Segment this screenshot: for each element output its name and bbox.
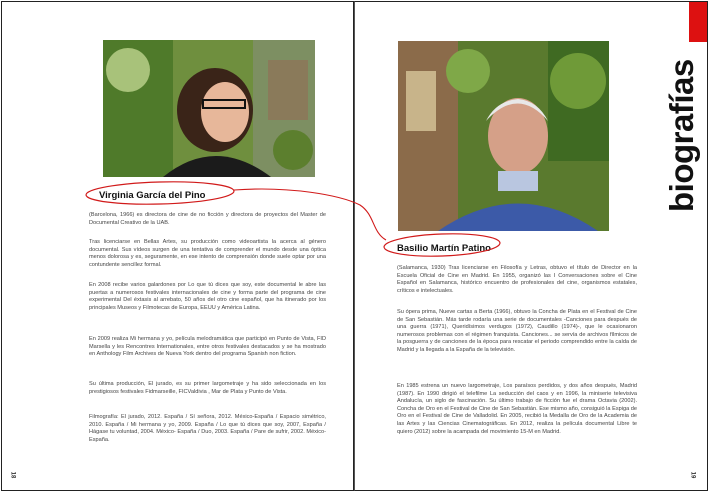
page-number: 18 [9, 471, 16, 479]
bio-paragraph: Tras licenciarse en Bellas Artes, su producción como videoartista la acerca al género documental. Sus vídeos surgen de una tentativa de comprender el mundo desde una óptica menos dolorosa y es, seguramente, en ese intento de comprensión donde suele optar por una contundente sencillez formal. [89, 239, 326, 268]
page-number: 19 [689, 471, 696, 479]
bio-name-basilio: Basilio Martín Patino [397, 243, 491, 254]
red-corner-tab [689, 2, 707, 42]
left-page [1, 1, 354, 491]
bio-paragraph: (Barcelona, 1966) es directora de cine de no ficción y directora de proyectos del Master de Documental Creativo de la UAB. [89, 212, 326, 226]
right-page [354, 1, 708, 491]
section-title-vertical: biografías [663, 59, 700, 212]
portrait-photo-basilio [398, 41, 609, 231]
bio-paragraph: En 2008 recibe varios galardones por Lo que tú dices que soy, este documental le abre las puertas a numerosos festivales internacionales de cine y forma parte del programa de cine experimental Del éxtasis al arrebato, 50 años del otro cine español, que ha itinerado por los principales Museos y Filmotecas de Europa, EEUU y América Latina. [89, 282, 326, 311]
portrait-photo-virginia [103, 40, 315, 177]
bio-paragraph: Su última producción, El jurado, es su primer largometraje y ha sido seleccionada en los prestigiosos festivales Fidmarseille, FICValdivia , Mar de Plata y Punto de Vista. [89, 381, 326, 395]
bio-paragraph: En 1985 estrena un nuevo largometraje, Los paraísos perdidos, y dos años después, Madrid (1987). En 1990 dirigió el telefilme La seducción del caos y en 1996, la miniserie televisiva Andalucía, un siglo de fascinación. Su último trabajo de ficción fue el drama Octavia (2002). Concha de Oro en el Festival de Cine de San Sebastián. Ese mismo año, consiguió la Espiga de Oro en el Festival de Cine de Valladolid. En 2005, recibió la Medalla de Oro de la Academia de las Artes y las Ciencias Cinematográficas. En 2012, realiza la película documental Libre te quiero (2012) sobre la acampada del movimiento 15-M en Madrid. [397, 383, 637, 435]
bio-paragraph: Su ópera prima, Nueve cartas a Berta (1966), obtuvo la Concha de Plata en el Festival de Cine de San Sebastián. Más tarde rodaría una serie de documentales -Canciones para después de una guerra (1971), Queridísimos verdugos (1972), Caudillo (1974)-, que le ocasionaron numerosos problemas con el régimen franquista. Canciones... se servía de archivos fílmicos de la posguerra y de canciones de la época para rescatar el periodo comprendido entre la caída de Madrid y la llegada a la España de la televisión. [397, 309, 637, 353]
bio-paragraph: Filmografía: El jurado, 2012. España / Sí señora, 2012. México-España / Espacio simétrico, 2010. España / Mi hermana y yo, 2009. España / Lo que tú dices que soy, 2007, España / Hágase tu voluntad, 2004. México- España / Duo, 2003. España / Pare de sufrir, 2002. México- España. [89, 414, 326, 443]
bio-paragraph: (Salamanca, 1930) Tras licenciarse en Filosofía y Letras, obtuvo el título de Director en la Escuela Oficial de Cine en Madrid. En 1955, organizó las I Conversaciones sobre el Cine Español en Salamanca, histórico encuentro de profesionales del cine, organismos estatales, críticos e intelectuales. [397, 265, 637, 294]
bio-name-virginia: Virginia García del Pino [99, 190, 206, 201]
bio-paragraph: En 2009 realiza Mi hermana y yo, película melodramática que participó en Punto de Vista, FID Marsella y les Rencontres Internationales, entre otros festivales destacados y se ha mostrado en Anthology Film Archives de Nueva York dentro del programa Spanish non fiction. [89, 336, 326, 358]
